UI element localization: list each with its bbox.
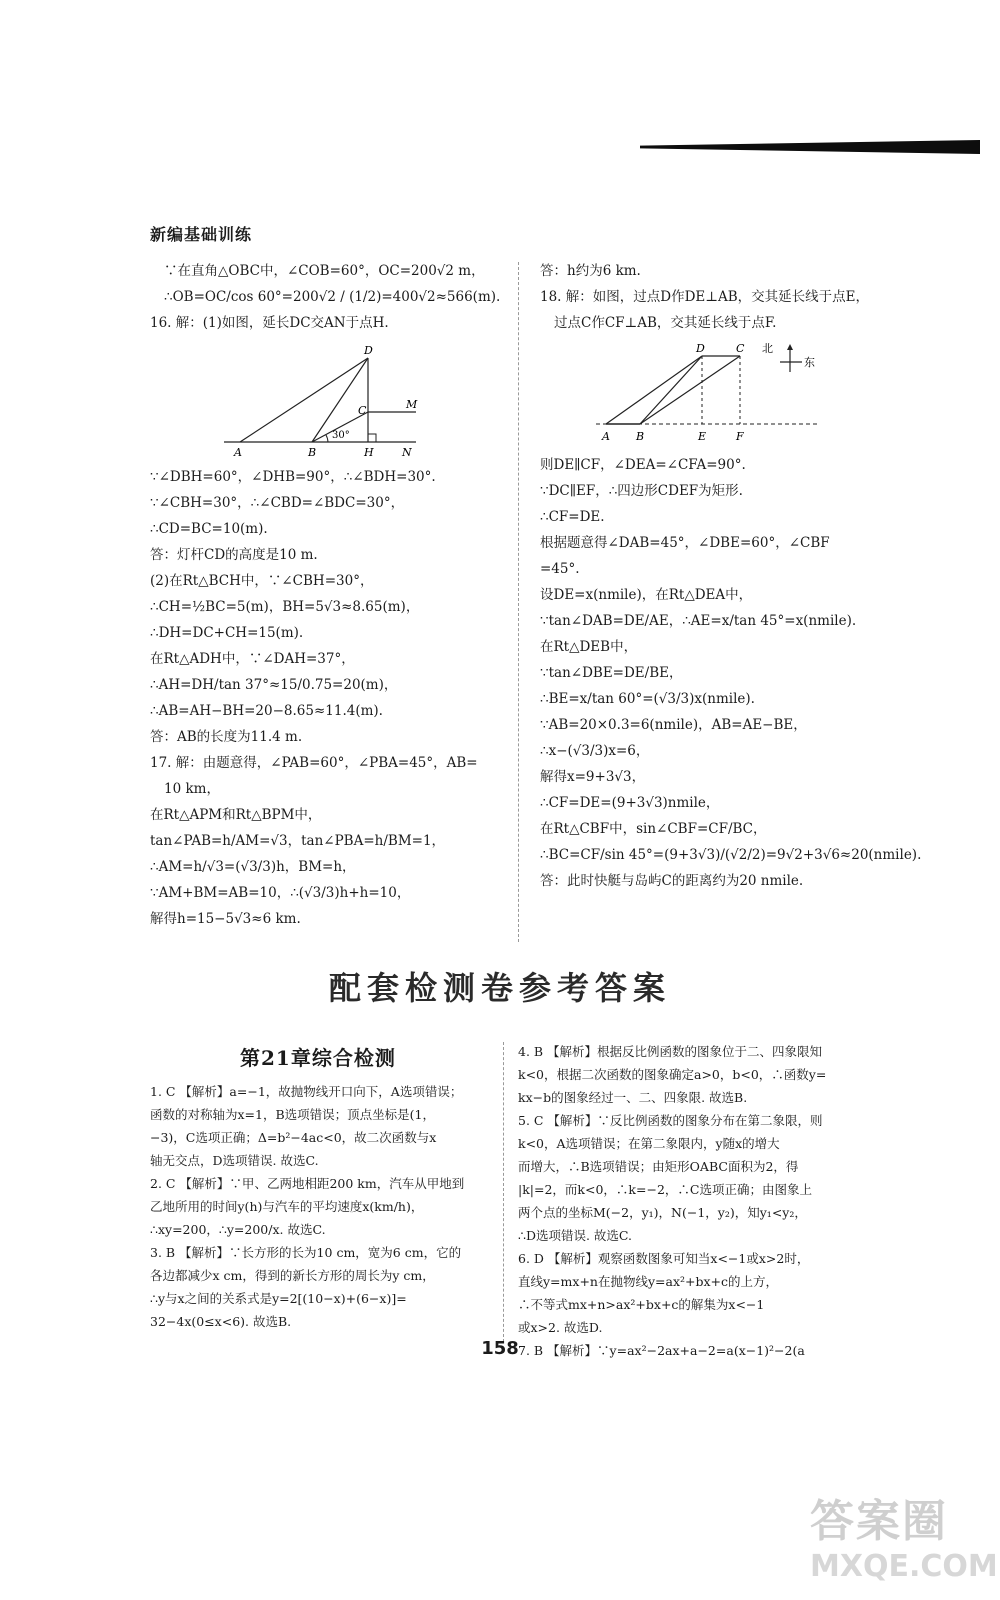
- text-line: ∵tan∠DAB=DE/AE，∴AE=x/tan 45°=x(nmile).: [540, 613, 857, 629]
- label-M: M: [406, 398, 418, 411]
- label-E: E: [698, 430, 707, 443]
- text-line: ∵∠CBH=30°，∴∠CBD=∠BDC=30°，: [150, 495, 405, 511]
- text-line: ∴DH=DC+CH=15(m).: [150, 625, 304, 641]
- answer-line: ∴D选项错误. 故选C.: [518, 1228, 633, 1243]
- text-line: ∵AB=20×0.3=6(nmile)，AB=AE−BE，: [540, 717, 807, 733]
- text-line: ∵tan∠DBE=DE/BE，: [540, 665, 683, 681]
- text-line: ∴CF=DE=(9+3√3)nmile，: [540, 795, 720, 811]
- text-line: 根据题意得∠DAB=45°，∠DBE=60°，∠CBF: [540, 535, 830, 551]
- text-line: ∴OB=OC/cos 60°=200√2 / (1/2)=400√2≈566(m).: [164, 289, 501, 305]
- text-line: 则DE∥CF，∠DEA=∠CFA=90°.: [540, 457, 746, 473]
- text-line: ∴CD=BC=10(m).: [150, 521, 268, 537]
- text-line: 设DE=x(nmile)，在Rt△DEA中，: [540, 587, 753, 603]
- problem-18: 18. 解：如图，过点D作DE⊥AB，交其延长线于点E，: [540, 289, 869, 305]
- label-N: N: [402, 446, 412, 458]
- text-line: 在Rt△APM和Rt△BPM中，: [150, 807, 322, 823]
- label-F: F: [736, 430, 744, 443]
- book-header: 新编基础训练: [150, 225, 253, 244]
- figure-16: [220, 342, 420, 458]
- answer-line: 32−4x(0≤x<6). 故选B.: [150, 1314, 292, 1329]
- answers-right: [518, 1040, 863, 1362]
- label-H: H: [364, 446, 374, 458]
- text-line: ∴x−(√3/3)x=6，: [540, 743, 650, 759]
- answer-line: 4. B 【解析】根据反比例函数的图象位于二、四象限知: [518, 1044, 823, 1059]
- answer-line: 各边都减少x cm，得到的新长方形的周长为y cm，: [150, 1268, 435, 1283]
- angle-label: 30°: [332, 430, 350, 441]
- figure-18: [590, 342, 830, 446]
- text-line: (2)在Rt△BCH中，∵∠CBH=30°，: [150, 573, 374, 589]
- text-line: 在Rt△ADH中，∵∠DAH=37°，: [150, 651, 355, 667]
- answer-line: 函数的对称轴为x=1，B选项错误；顶点坐标是(1，: [150, 1107, 435, 1122]
- label-C: C: [358, 404, 367, 417]
- label-D: D: [364, 344, 373, 357]
- text-line: ∴CH=½BC=5(m)，BH=5√3≈8.65(m)，: [150, 599, 420, 615]
- problem-17: 17. 解：由题意得，∠PAB=60°，∠PBA=45°，AB=: [150, 755, 478, 771]
- text-line: ∴AH=DH/tan 37°≈15/0.75=20(m)，: [150, 677, 398, 693]
- column-divider: [518, 262, 519, 942]
- answer-line: k<0，A选项错误；在第二象限内，y随x的增大: [518, 1136, 780, 1151]
- answer-line: ∴y与x之间的关系式是y=2[(10−x)+(6−x)]=: [150, 1291, 407, 1306]
- label-B: B: [636, 430, 645, 443]
- watermark-logo: [810, 1485, 998, 1585]
- text-line: ∴BE=x/tan 60°=(√3/3)x(nmile).: [540, 691, 755, 707]
- answer-line: 6. D 【解析】观察函数图象可知当x<−1或x>2时，: [518, 1251, 810, 1266]
- text-line: 10 km，: [164, 781, 220, 797]
- label-B: B: [308, 446, 317, 458]
- text-line: 在Rt△CBF中，sin∠CBF=CF/BC，: [540, 821, 767, 837]
- answers-left: [150, 1080, 490, 1333]
- text-line: ∵在直角△OBC中，∠COB=60°，OC=200√2 m，: [164, 263, 485, 279]
- watermark-text: 答案圈: [810, 1496, 948, 1547]
- section-title: 配套检测卷参考答案: [328, 969, 671, 1007]
- label-A: A: [602, 430, 610, 443]
- text-line: 在Rt△DEB中，: [540, 639, 638, 655]
- answer-line: 而增大，∴B选项错误；由矩形OABC面积为2，得: [518, 1159, 799, 1174]
- right-column: [540, 258, 922, 894]
- answer-line: 7. B 【解析】∵y=ax²−2ax+a−2=a(x−1)²−2(a: [518, 1343, 805, 1358]
- answer-line: −3)，C选项正确；Δ=b²−4ac<0，故二次函数与x: [150, 1130, 437, 1145]
- answer-line: 2. C 【解析】∵甲、乙两地相距200 km，汽车从甲地到: [150, 1176, 465, 1191]
- answer-line: ∴xy=200，∴y=200/x. 故选C.: [150, 1222, 326, 1237]
- text-line: tan∠PAB=h/AM=√3，tan∠PBA=h/BM=1，: [150, 833, 446, 849]
- answer-line: 3. B 【解析】∵长方形的长为10 cm，宽为6 cm，它的: [150, 1245, 462, 1260]
- top-decorative-bar: [640, 140, 980, 154]
- label-A: A: [234, 446, 242, 458]
- chapter-title: 第21章综合检测: [240, 1046, 396, 1070]
- label-C: C: [736, 342, 745, 355]
- label-D: D: [696, 342, 705, 355]
- watermark-url: MXQE.COM: [810, 1549, 998, 1584]
- column-divider-bottom: [503, 1042, 504, 1342]
- answer-line: 直线y=mx+n在抛物线y=ax²+bx+c的上方，: [518, 1274, 779, 1289]
- answer-line: 或x>2. 故选D.: [518, 1320, 603, 1335]
- text-line: =45°.: [540, 561, 580, 577]
- text-line: 答：灯杆CD的高度是10 m.: [150, 547, 318, 563]
- text-line: ∵∠DBH=60°，∠DHB=90°，∴∠BDH=30°.: [150, 469, 436, 485]
- text-line: ∴AM=h/√3=(√3/3)h，BM=h，: [150, 859, 356, 875]
- answer-line: ∴不等式mx+n>ax²+bx+c的解集为x<−1: [518, 1297, 765, 1312]
- answer-line: 乙地所用的时间y(h)与汽车的平均速度x(km/h)，: [150, 1199, 424, 1214]
- text-line: ∴CF=DE.: [540, 509, 605, 525]
- text-line: 解得x=9+3√3，: [540, 769, 646, 785]
- answer-line: |k|=2，而k<0，∴k=−2，∴C选项正确；由图象上: [518, 1182, 812, 1197]
- answer-line: k<0，根据二次函数的图象确定a>0，b<0，∴函数y=: [518, 1067, 827, 1082]
- east-label: 东: [804, 356, 815, 369]
- text-line: 答：AB的长度为11.4 m.: [150, 729, 303, 745]
- text-line: 答：h约为6 km.: [540, 263, 641, 279]
- text-line: 解得h=15−5√3≈6 km.: [150, 911, 301, 927]
- page-number: 158: [481, 1338, 519, 1359]
- answer-line: 5. C 【解析】∵反比例函数的图象分布在第二象限，则: [518, 1113, 823, 1128]
- answer-line: 两个点的坐标M(−2，y₁)，N(−1，y₂)，知y₁<y₂，: [518, 1205, 807, 1220]
- north-label: 北: [762, 342, 773, 355]
- text-line: ∴BC=CF/sin 45°=(9+3√3)/(√2/2)=9√2+3√6≈20(nmile).: [540, 847, 922, 863]
- left-column: [150, 258, 502, 932]
- text-line: ∵AM+BM=AB=10，∴(√3/3)h+h=10，: [150, 885, 411, 901]
- text-line: ∴AB=AH−BH=20−8.65≈11.4(m).: [150, 703, 383, 719]
- problem-16: 16. 解：(1)如图，延长DC交AN于点H.: [150, 315, 389, 331]
- answer-line: 1. C 【解析】a=−1，故抛物线开口向下，A选项错误；: [150, 1084, 463, 1099]
- answer-line: kx−b的图象经过一、二、四象限. 故选B.: [518, 1090, 748, 1105]
- text-line: 答：此时快艇与岛屿C的距离约为20 nmile.: [540, 873, 804, 889]
- answer-line: 轴无交点，D选项错误. 故选C.: [150, 1153, 319, 1168]
- text-line: 过点C作CF⊥AB，交其延长线于点F.: [554, 315, 777, 331]
- text-line: ∵DC∥EF，∴四边形CDEF为矩形.: [540, 483, 743, 499]
